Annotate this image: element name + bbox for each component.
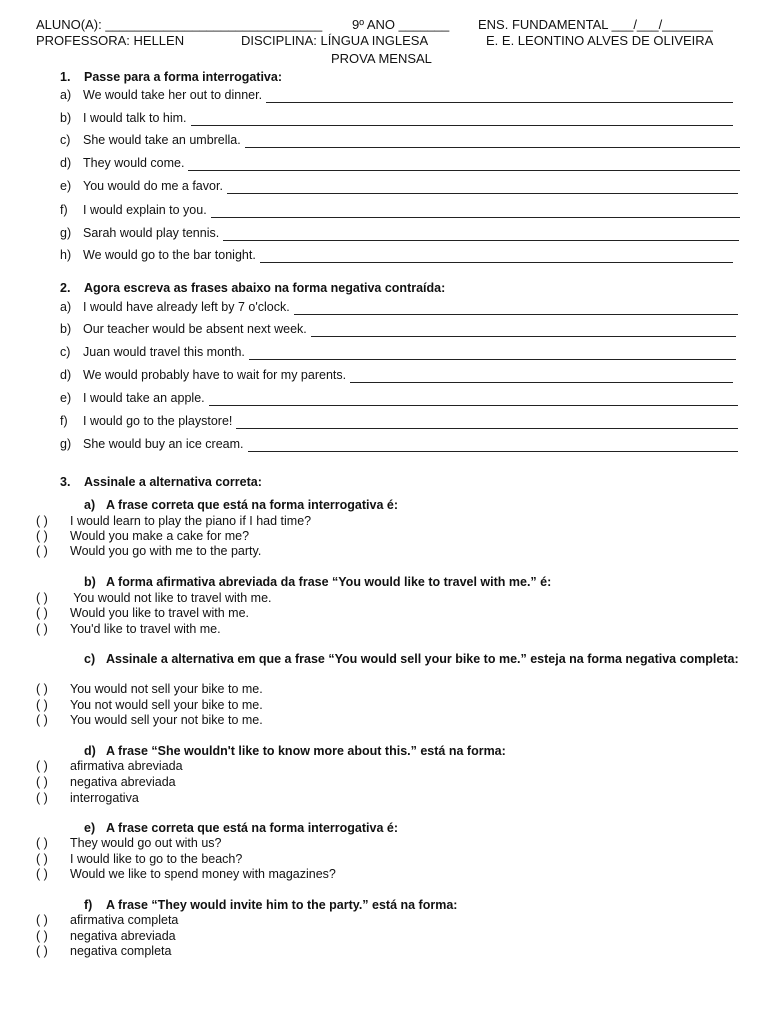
question-1-title: 1. Passe para a forma interrogativa: [60, 70, 282, 84]
q2-item-c: c) Juan would travel this month. [60, 344, 736, 360]
q3e-option-1[interactable]: ( ) They would go out with us? [36, 836, 222, 850]
answer-line[interactable] [350, 371, 733, 383]
answer-line[interactable] [266, 91, 733, 103]
q3d-option-2[interactable]: ( ) negativa abreviada [36, 775, 176, 789]
answer-line[interactable] [311, 325, 736, 337]
q3a-title: a) A frase correta que está na forma interrogativa é: [84, 498, 398, 512]
q3f-title: f) A frase “They would invite him to the party.” está na forma: [84, 898, 458, 912]
q1-item-g: g) Sarah would play tennis. [60, 225, 739, 241]
answer-line[interactable] [211, 206, 740, 218]
q1-item-d: d) They would come. [60, 155, 740, 171]
q2-item-b: b) Our teacher would be absent next week. [60, 321, 736, 337]
q1-item-b: b) I would talk to him. [60, 110, 733, 126]
q1-item-h: h) We would go to the bar tonight. [60, 247, 733, 263]
q3a-option-3[interactable]: ( ) Would you go with me to the party. [36, 544, 262, 558]
checkbox[interactable]: ( ) [36, 514, 48, 528]
checkbox[interactable]: ( ) [36, 606, 48, 620]
q3e-option-3[interactable]: ( ) Would we like to spend money with magazines? [36, 867, 336, 881]
answer-line[interactable] [227, 182, 738, 194]
answer-line[interactable] [260, 251, 733, 263]
q3d-title: d) A frase “She wouldn't like to know more about this.” está na forma: [84, 744, 506, 758]
school-label: E. E. LEONTINO ALVES DE OLIVEIRA [486, 33, 714, 48]
q3c-option-1[interactable]: ( ) You would not sell your bike to me. [36, 682, 263, 696]
checkbox[interactable]: ( ) [36, 529, 48, 543]
q1-item-f: f) I would explain to you. [60, 202, 740, 218]
q2-item-d: d) We would probably have to wait for my parents. [60, 367, 733, 383]
q3b-option-1[interactable]: ( ) You would not like to travel with me. [36, 591, 272, 605]
teacher-label: PROFESSORA: HELLEN [36, 33, 185, 48]
q3a-option-1[interactable]: ( ) I would learn to play the piano if I had time? [36, 514, 312, 528]
q3f-option-2[interactable]: ( ) negativa abreviada [36, 929, 176, 943]
q3d-option-3[interactable]: ( ) interrogativa [36, 791, 139, 805]
q3d-option-1[interactable]: ( ) afirmativa abreviada [36, 759, 183, 773]
answer-line[interactable] [249, 348, 736, 360]
q3c-option-2[interactable]: ( ) You not would sell your bike to me. [36, 698, 263, 712]
checkbox[interactable]: ( ) [36, 852, 48, 866]
checkbox[interactable]: ( ) [36, 944, 48, 958]
checkbox[interactable]: ( ) [36, 867, 48, 881]
answer-line[interactable] [188, 159, 740, 171]
answer-line[interactable] [294, 303, 738, 315]
question-3-title: 3. Assinale a alternativa correta: [60, 475, 262, 489]
checkbox[interactable]: ( ) [36, 929, 48, 943]
checkbox[interactable]: ( ) [36, 682, 48, 696]
answer-line[interactable] [236, 417, 738, 429]
q2-item-e: e) I would take an apple. [60, 390, 738, 406]
grade-field: 9º ANO _______ [352, 17, 450, 32]
q1-item-a: a) We would take her out to dinner. [60, 87, 733, 103]
q3f-option-1[interactable]: ( ) afirmativa completa [36, 913, 179, 927]
q3f-option-3[interactable]: ( ) negativa completa [36, 944, 172, 958]
checkbox[interactable]: ( ) [36, 698, 48, 712]
question-2-title: 2. Agora escreva as frases abaixo na forma negativa contraída: [60, 281, 446, 295]
checkbox[interactable]: ( ) [36, 775, 48, 789]
checkbox[interactable]: ( ) [36, 713, 48, 727]
answer-line[interactable] [223, 229, 739, 241]
q3e-option-2[interactable]: ( ) I would like to go to the beach? [36, 852, 243, 866]
exam-title: PROVA MENSAL [331, 51, 432, 66]
answer-line[interactable] [209, 394, 738, 406]
q2-item-f: f) I would go to the playstore! [60, 413, 738, 429]
checkbox[interactable]: ( ) [36, 591, 48, 605]
checkbox[interactable]: ( ) [36, 836, 48, 850]
date-field: ENS. FUNDAMENTAL ___/___/_______ [478, 17, 713, 32]
q2-item-g: g) She would buy an ice cream. [60, 436, 738, 452]
q3e-title: e) A frase correta que está na forma interrogativa é: [84, 821, 398, 835]
q2-item-a: a) I would have already left by 7 o'clock. [60, 299, 738, 315]
checkbox[interactable]: ( ) [36, 759, 48, 773]
checkbox[interactable]: ( ) [36, 791, 48, 805]
answer-line[interactable] [191, 114, 733, 126]
q3a-option-2[interactable]: ( ) Would you make a cake for me? [36, 529, 250, 543]
checkbox[interactable]: ( ) [36, 544, 48, 558]
answer-line[interactable] [245, 136, 740, 148]
subject-label: DISCIPLINA: LÍNGUA INGLESA [241, 33, 429, 48]
q1-item-c: c) She would take an umbrella. [60, 132, 740, 148]
q3b-option-3[interactable]: ( ) You'd like to travel with me. [36, 622, 221, 636]
q3b-option-2[interactable]: ( ) Would you like to travel with me. [36, 606, 250, 620]
q1-item-e: e) You would do me a favor. [60, 178, 738, 194]
q3b-title: b) A forma afirmativa abreviada da frase “You would like to travel with me.” é: [84, 575, 552, 589]
checkbox[interactable]: ( ) [36, 913, 48, 927]
answer-line[interactable] [248, 440, 738, 452]
student-name-field: ALUNO(A): ______________________________ [36, 17, 323, 32]
checkbox[interactable]: ( ) [36, 622, 48, 636]
q3c-option-3[interactable]: ( ) You would sell your not bike to me. [36, 713, 263, 727]
q3c-title: c) Assinale a alternativa em que a frase “You would sell your bike to me.” esteja na forma negativa completa: [84, 652, 739, 666]
